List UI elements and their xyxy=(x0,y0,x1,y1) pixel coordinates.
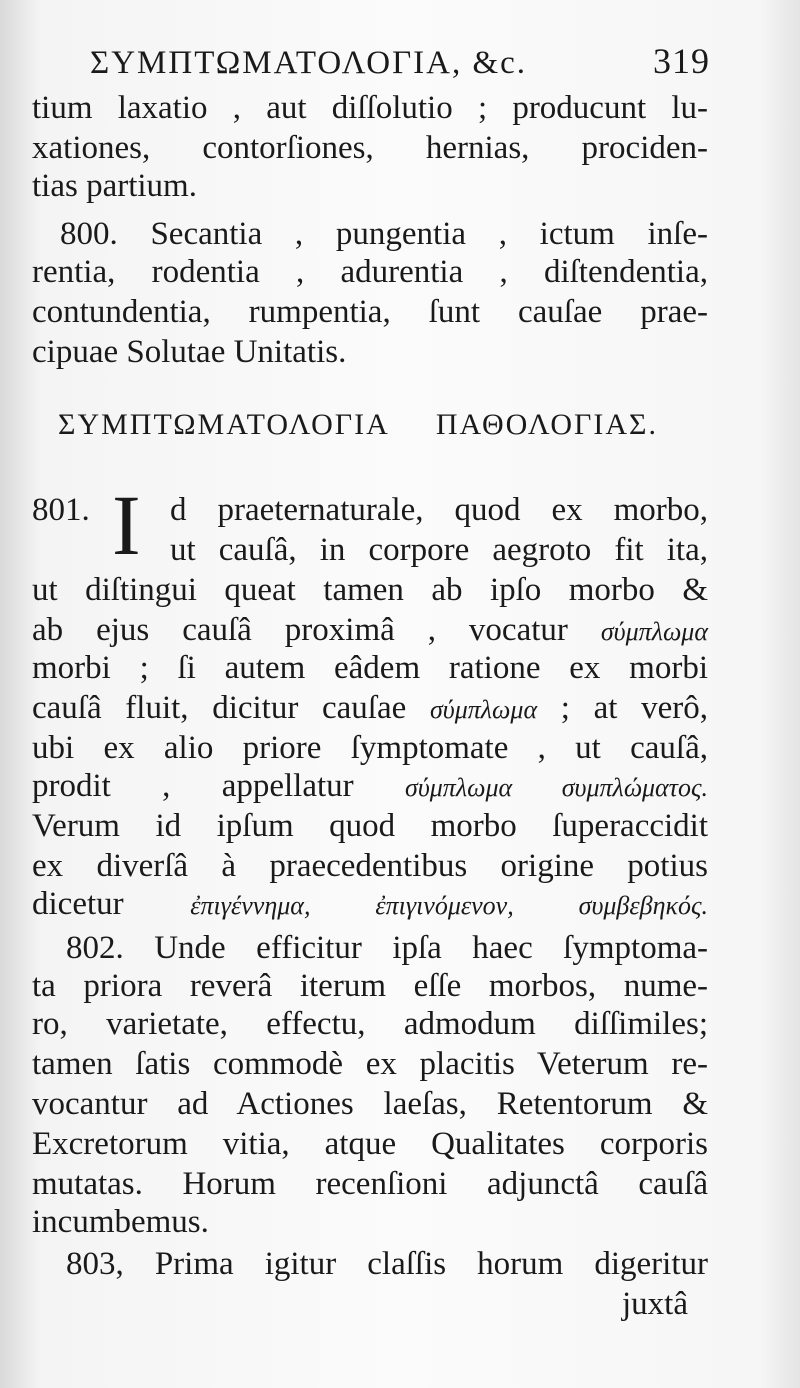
running-head-title: ΣΥΜΠΤΩΜΑΤΟΛΟΓΙΑ, &c. xyxy=(90,45,528,81)
text-line: ut diſtingui queat tamen ab ipſo morbo & xyxy=(32,572,708,608)
text-line: ta priora reverâ iterum eſſe morbos, nume- xyxy=(32,968,708,1004)
text-line: rentia, rodentia , adurentia , diſtendentia, xyxy=(32,254,708,290)
page-number: 319 xyxy=(653,41,710,81)
paragraph-802-start: 802. Unde efficitur ipſa haec ſymptoma- xyxy=(66,930,708,966)
text-line: ut cauſâ, in corpore aegroto fit ita, xyxy=(170,532,708,568)
section-heading: ΣΥΜΠΤΩΜΑΤΟΛΟΓΙΑ ΠΑΘΟΛΟΓΙΑΣ. xyxy=(58,408,658,441)
text-line xyxy=(32,766,708,808)
latin-text: cauſâ fluit, dicitur cauſae xyxy=(32,690,407,726)
paragraph-801-number: 801. xyxy=(32,492,90,528)
text-line: d praeternaturale, quod ex morbo, xyxy=(170,492,708,528)
text-line: ubi ex alio priore ſymptomate , ut cauſâ, xyxy=(32,730,708,766)
text-line: Excretorum vitia, atque Qualitates corporis xyxy=(32,1126,708,1162)
text-line xyxy=(32,688,708,730)
text-line xyxy=(32,884,708,926)
text-line: incumbemus. xyxy=(32,1204,209,1240)
paragraph-803-start: 803, Prima igitur claſſis horum digeritur xyxy=(66,1246,708,1282)
text-line: ex diverſâ à praecedentibus origine potius xyxy=(32,848,708,884)
text-line: morbi ; ſi autem eâdem ratione ex morbi xyxy=(32,650,708,686)
greek-term: σύμπλωμα xyxy=(429,695,538,724)
text-line: tamen ſatis commodè ex placitis Veterum re- xyxy=(32,1046,708,1082)
text-line: contundentia, rumpentia, ſunt cauſae prae- xyxy=(32,294,708,330)
latin-text: prodit , appellatur xyxy=(32,768,354,804)
greek-term: σύμπλωμα xyxy=(600,617,709,646)
greek-term: ἐπιγέννημα, ἐπιγινόμενον, συμβεβηκός. xyxy=(190,891,709,920)
text-line: cipuae Solutae Unitatis. xyxy=(32,334,347,370)
latin-text: dicetur xyxy=(32,886,124,922)
text-line: xationes, contorſiones, hernias, prociden- xyxy=(32,130,708,166)
greek-term: σύμπλωμα συμπλώματος. xyxy=(405,773,709,802)
drop-cap: I xyxy=(112,477,141,573)
text-line: Verum id ipſum quod morbo ſuperaccidit xyxy=(32,808,708,844)
text-line xyxy=(32,610,708,652)
running-head xyxy=(90,40,710,90)
catchword: juxtâ xyxy=(622,1286,688,1322)
latin-text: ab ejus cauſâ proximâ , vocatur xyxy=(32,612,568,648)
text-line: tias partium. xyxy=(32,168,197,204)
text-line: ro, varietate, effectu, admodum diſſimiles; xyxy=(32,1006,708,1042)
text-line: tium laxatio , aut diſſolutio ; producunt lu- xyxy=(32,90,708,126)
text-line: mutatas. Horum recenſioni adjunctâ cauſâ xyxy=(32,1166,708,1202)
paragraph-800-start: 800. Secantia , pungentia , ictum inſe- xyxy=(60,216,708,252)
text-line: vocantur ad Actiones laeſas, Retentorum & xyxy=(32,1086,708,1122)
latin-text: ; at verô, xyxy=(560,690,708,726)
